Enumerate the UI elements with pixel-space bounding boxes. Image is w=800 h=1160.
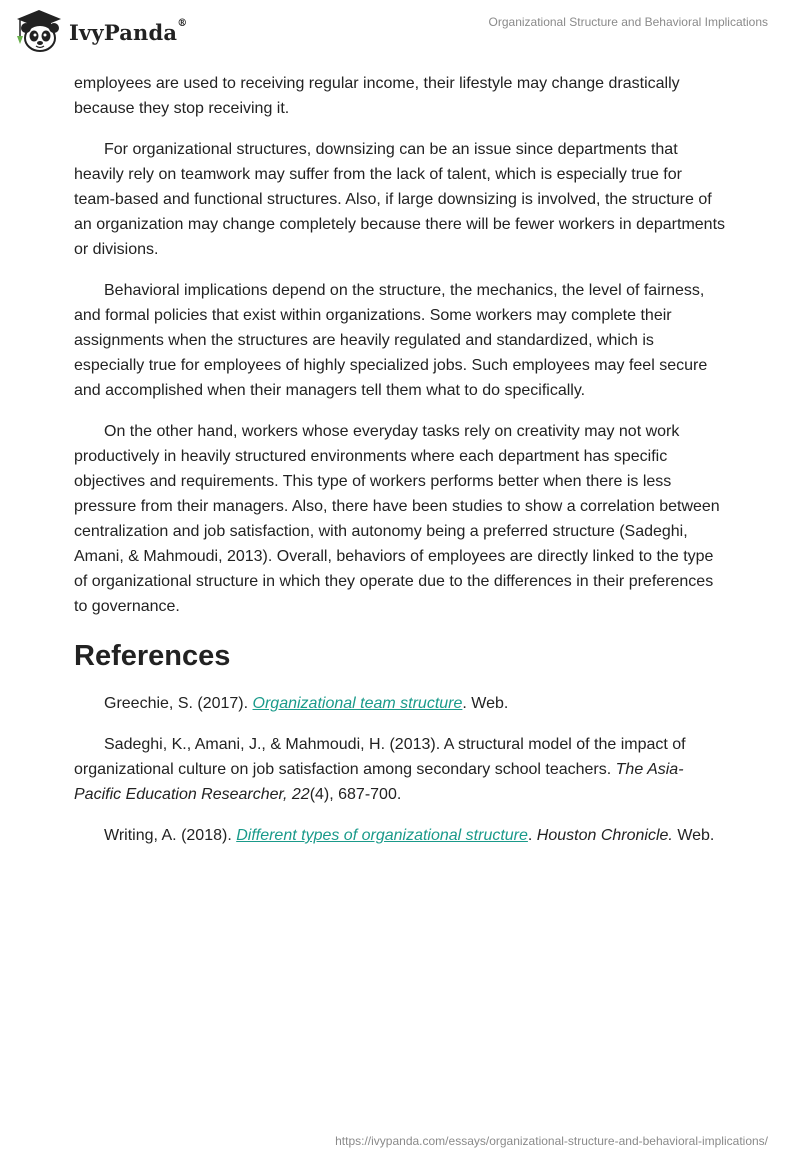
reference-2: Sadeghi, K., Amani, J., & Mahmoudi, H. (2013). A structural model of the impact of organizational culture on job satisfaction among secondary school teachers. The Asia-Pacific Education Researcher, 22(4), 687-700. [74, 736, 686, 803]
essay-content [74, 71, 726, 864]
paragraph-4: On the other hand, workers whose everyday tasks rely on creativity may not work productively in heavily structured environments where each department has specific objectives and requirements. This type of workers performs better when there is less pressure from their managers. Also, there have been studies to show a correlation between centralization and job satisfaction, with autonomy being a preferred structure (Sadeghi, Amani, & Mahmoudi, 2013). Overall, behaviors of employees are directly linked to the type of organizational structure in which they operate due to the differences in their preferences to governance. [74, 423, 720, 615]
reference-3-link[interactable]: Different types of organizational structure [236, 827, 528, 844]
paragraph-3: Behavioral implications depend on the structure, the mechanics, the level of fairness, and formal policies that exist within organizations. Some workers may complete their assignments when the structures are heavily regulated and standardized, which is especially true for employees of highly specialized jobs. Such employees may feel secure and accomplished when their managers tell them what to do specifically. [74, 282, 708, 399]
page-header [0, 0, 800, 66]
reference-3-source: Houston Chronicle. [536, 827, 673, 844]
reference-3: Writing, A. (2018). Different types of organizational structure. Houston Chronicle. Web. [104, 827, 715, 844]
document-title: Organizational Structure and Behavioral Implications [488, 15, 768, 29]
paragraph-2: For organizational structures, downsizing can be an issue since departments that heavily rely on teamwork may suffer from the lack of talent, which is especially true for team-based and functional structures. Also, if large downsizing is involved, the structure of an organization may change completely because there will be fewer workers in departments or divisions. [74, 141, 726, 258]
panda-graduate-icon [14, 8, 64, 52]
references-heading: References [74, 640, 231, 672]
reference-1-link[interactable]: Organizational team structure [252, 695, 463, 712]
paragraph-1: employees are used to receiving regular income, their lifestyle may change drastically because they stop receiving it. [74, 75, 680, 117]
ivypanda-logo[interactable] [14, 8, 187, 52]
footer-url: https://ivypanda.com/essays/organizational-structure-and-behavioral-implications/ [335, 1134, 768, 1148]
brand-name: IvyPanda® [69, 17, 188, 45]
reference-1: Greechie, S. (2017). Organizational team structure. Web. [104, 695, 509, 712]
reference-2-journal: The Asia-Pacific Education Researcher, 22 [74, 761, 684, 803]
